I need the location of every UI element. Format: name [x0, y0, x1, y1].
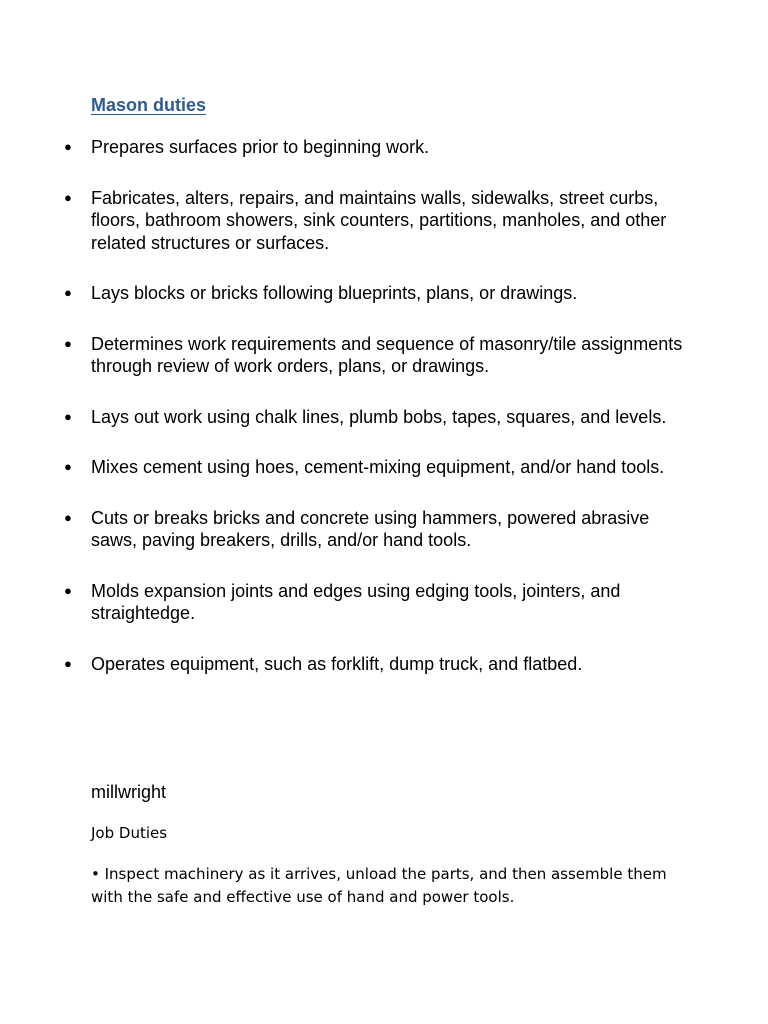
- bullet-icon: ●: [64, 335, 72, 351]
- duty-text: Molds expansion joints and edges using edging tools, jointers, and straightedge.: [91, 580, 621, 623]
- list-item: [0, 580, 691, 625]
- mason-duties-list: [0, 136, 768, 703]
- list-item: [0, 282, 691, 305]
- duty-text: Lays out work using chalk lines, plumb bobs, tapes, squares, and levels.: [91, 406, 667, 427]
- list-item: [0, 187, 691, 255]
- duty-text: Lays blocks or bricks following blueprints, plans, or drawings.: [91, 283, 578, 303]
- duty-text: Mixes cement using hoes, cement-mixing equipment, and/or hand tools.: [91, 457, 665, 477]
- bullet-icon: ●: [64, 582, 72, 598]
- job-duties-title: Job Duties: [91, 824, 168, 842]
- bullet-icon: ●: [64, 408, 72, 424]
- list-item: [0, 136, 691, 159]
- list-item: [0, 333, 691, 378]
- millwright-heading: millwright: [91, 782, 167, 802]
- duty-text: Cuts or breaks bricks and concrete using hammers, powered abrasive saws, paving breakers, drills, and/or hand tools.: [91, 507, 650, 550]
- mason-duties-heading: Mason duties: [91, 95, 207, 115]
- bullet-icon: ●: [64, 189, 72, 205]
- bullet-icon: ●: [64, 509, 72, 525]
- duty-text: Operates equipment, such as forklift, dump truck, and flatbed.: [91, 653, 583, 674]
- job-duty-item: • Inspect machinery as it arrives, unload the parts, and then assemble them with the safe and effective use of hand and power tools.: [91, 865, 667, 906]
- bullet-icon: ●: [64, 139, 72, 154]
- bullet-icon: ●: [64, 655, 72, 671]
- list-item: [0, 406, 691, 429]
- bullet-icon: ●: [64, 285, 72, 300]
- list-item: [0, 653, 691, 676]
- duty-text: Determines work requirements and sequence of masonry/tile assignments through review of work orders, plans, or drawings.: [91, 333, 683, 376]
- list-item: [0, 456, 691, 479]
- duty-text: Fabricates, alters, repairs, and maintains walls, sidewalks, street curbs, floors, bathroom showers, sink counters, partitions, manholes, and other related structures or surfaces.: [91, 187, 667, 253]
- bullet-icon: ●: [64, 459, 72, 474]
- duty-text: Prepares surfaces prior to beginning work.: [91, 137, 430, 157]
- list-item: [0, 507, 691, 552]
